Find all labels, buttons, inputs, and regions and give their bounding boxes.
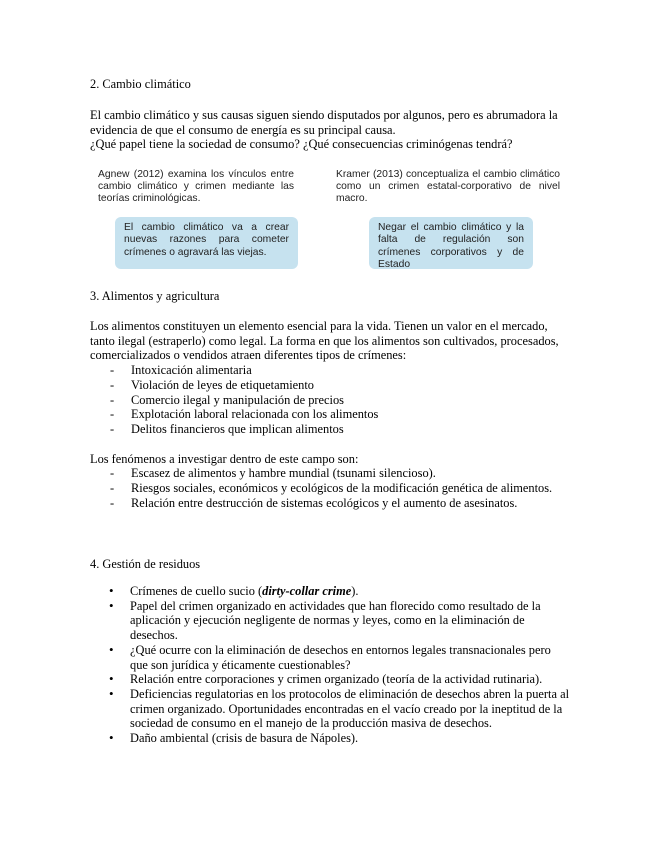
- list-item: - Delitos financieros que implican alimentos: [90, 422, 570, 437]
- section-4-body: [90, 584, 570, 746]
- kramer-bubble: Negar el cambio climático y la falta de regulación son crímenes corporativos y de Estado: [369, 217, 533, 269]
- agnew-caption: Agnew (2012) examina los vínculos entre cambio climático y crimen mediante las teorías criminológicas.: [98, 169, 294, 205]
- list-item: - Comercio ilegal y manipulación de precios: [90, 393, 570, 408]
- list-item: - Violación de leyes de etiquetamiento: [90, 378, 570, 393]
- list-item: - Riesgos sociales, económicos y ecológicos de la modificación genética de alimentos.: [90, 481, 570, 496]
- phenomena-list: [90, 466, 570, 510]
- waste-bullets: [90, 584, 570, 746]
- section-3-body: [90, 319, 570, 510]
- list-item: - Explotación laboral relacionada con los alimentos: [90, 407, 570, 422]
- agnew-bubble: El cambio climático va a crear nuevas razones para cometer crímenes o agravará las viejas.: [115, 217, 298, 269]
- phenomena-intro-text: Los fenómenos a investigar dentro de este campo son:: [90, 451, 359, 466]
- section-3-heading: 3. Alimentos y agricultura: [90, 289, 220, 303]
- list-item: - Relación entre destrucción de sistemas ecológicos y el aumento de asesinatos.: [90, 496, 570, 511]
- climate-evidence-text: El cambio climático y sus causas siguen siendo disputados por algunos, pero es abrumadora la evidencia de que el consumo de energía es su principal causa.: [90, 108, 558, 137]
- section-2-paragraph: [90, 108, 570, 152]
- list-item: [90, 584, 570, 599]
- food-crimes-list: [90, 363, 570, 437]
- list-item: - Intoxicación alimentaria: [90, 363, 570, 378]
- bullet-text: ).: [351, 584, 359, 598]
- bullet-text: Crímenes de cuello sucio (: [130, 584, 263, 598]
- kramer-caption: Kramer (2013) conceptualiza el cambio climático como un crimen estatal-corporativo de nivel macro.: [336, 169, 560, 205]
- consumer-society-question: ¿Qué papel tiene la sociedad de consumo? ¿Qué consecuencias criminógenas tendrá?: [90, 137, 513, 152]
- climate-figure: [90, 163, 570, 275]
- food-intro-text: Los alimentos constituyen un elemento esencial para la vida. Tienen un valor en el mercado, tanto ilegal (estraperlo) como legal. La forma en que los alimentos son cultivados, procesados, comercializados o vendidos atraen diferentes tipos de crímenes:: [90, 319, 559, 363]
- list-item: • ¿Qué ocurre con la eliminación de desechos en entornos legales transnacionales pero que son jurídica y éticamente cuestionables?: [90, 643, 570, 672]
- list-item: • Deficiencias regulatorias en los protocolos de eliminación de desechos abren la puerta al crimen organizado. Oportunidades encontradas en el vacío creado por la ineptitud de la sociedad de consumo en el manejo de la producción masiva de desechos.: [90, 687, 570, 731]
- section-4-heading: 4. Gestión de residuos: [90, 557, 201, 571]
- list-item: • Relación entre corporaciones y crimen organizado (teoría de la actividad rutinaria).: [90, 672, 570, 687]
- list-item: - Escasez de alimentos y hambre mundial (tsunami silencioso).: [90, 466, 570, 481]
- dirty-collar-term: dirty-collar crime: [262, 584, 352, 598]
- list-item: • Papel del crimen organizado en actividades que han florecido como resultado de la aplicación y ejecución negligente de normas y leyes, como en la eliminación de desechos.: [90, 599, 570, 643]
- section-2-heading: 2. Cambio climático: [90, 77, 191, 91]
- list-item: • Daño ambiental (crisis de basura de Nápoles).: [90, 731, 570, 746]
